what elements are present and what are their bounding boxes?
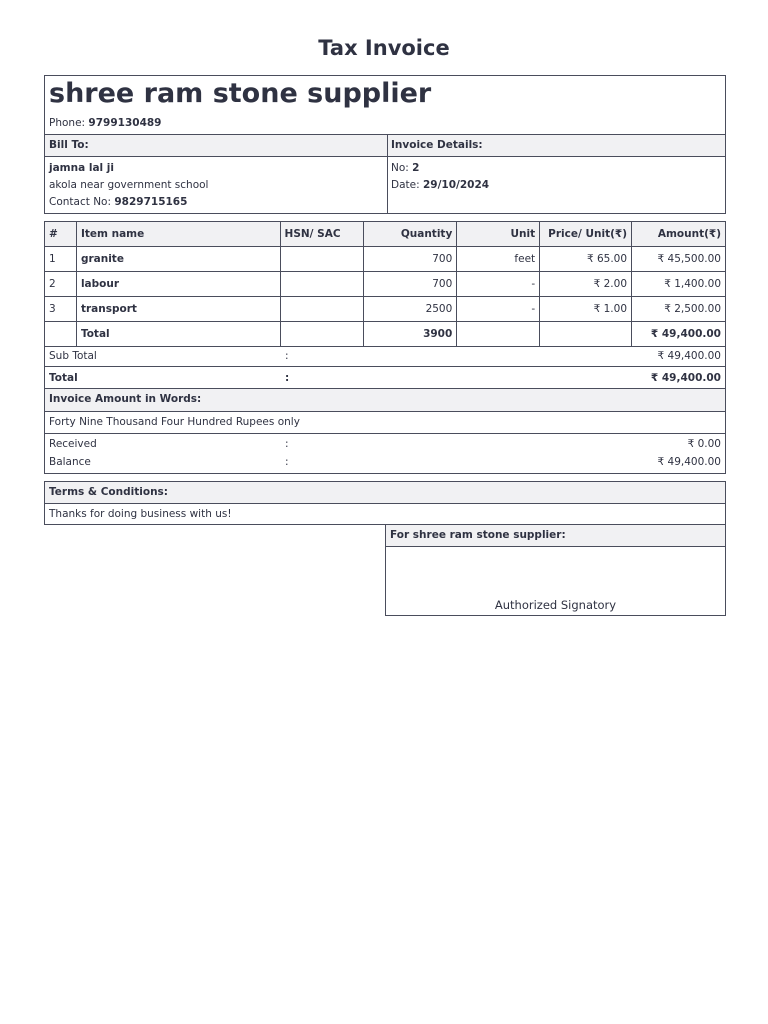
- company-header: [44, 75, 726, 135]
- invoice-date-value: 29/10/2024: [422, 179, 490, 191]
- items-table: [44, 221, 726, 347]
- cell-amount: ₹ 2,500.00: [632, 297, 726, 322]
- words-heading: Invoice Amount in Words:: [49, 393, 202, 405]
- cell-price: ₹ 1.00: [540, 297, 632, 322]
- header-cell-unit: Unit: [457, 222, 540, 247]
- phone-value: 9799130489: [88, 117, 162, 129]
- parties-section: [44, 134, 726, 214]
- phone-label: Phone:: [49, 117, 86, 129]
- cell-quantity: 700: [364, 272, 457, 297]
- sub-total-value: ₹ 49,400.00: [657, 350, 721, 362]
- cell-quantity: 700: [364, 247, 457, 272]
- received-value: ₹ 0.00: [687, 438, 721, 450]
- divider: [45, 433, 725, 434]
- cell-price: [540, 322, 632, 347]
- company-phone-line: [49, 117, 161, 129]
- received-label: Received: [49, 438, 97, 450]
- signature-heading: For shree ram stone supplier:: [386, 525, 725, 547]
- words-heading-row: [45, 389, 725, 411]
- cell-unit: -: [457, 272, 540, 297]
- cell-hsn: [280, 247, 364, 272]
- cell-unit: [457, 322, 540, 347]
- colon: :: [285, 456, 289, 468]
- header-cell-price: Price/ Unit(₹): [540, 222, 632, 247]
- colon: :: [285, 372, 290, 384]
- cell-hsn: [280, 322, 364, 347]
- bill-to-heading: Bill To:: [45, 135, 387, 157]
- cell-item: granite: [76, 247, 280, 272]
- signature-section: [385, 524, 726, 616]
- bill-to-contact: [49, 196, 187, 208]
- invoice-number: [391, 162, 419, 174]
- column-divider: [387, 135, 388, 213]
- amount-in-words: Forty Nine Thousand Four Hundred Rupees only: [49, 416, 300, 428]
- balance-label: Balance: [49, 456, 91, 468]
- cell-hsn: [280, 272, 364, 297]
- cell-unit: -: [457, 297, 540, 322]
- divider: [45, 366, 725, 367]
- page-title: Tax Invoice: [318, 36, 450, 60]
- terms-heading: Terms & Conditions:: [45, 482, 725, 504]
- bill-to-name: jamna lal ji: [49, 162, 114, 174]
- invoice-date: [391, 179, 489, 191]
- summary-section: [44, 345, 726, 474]
- cell-unit: feet: [457, 247, 540, 272]
- cell-num: [45, 322, 77, 347]
- cell-hsn: [280, 297, 364, 322]
- invoice-details-heading: Invoice Details:: [387, 135, 725, 157]
- contact-value: 9829715165: [114, 196, 188, 208]
- total-label: Total: [76, 322, 280, 347]
- cell-amount: ₹ 45,500.00: [632, 247, 726, 272]
- contact-label: Contact No:: [49, 196, 112, 208]
- colon: :: [285, 350, 289, 362]
- terms-section: [44, 481, 726, 525]
- header-cell-quantity: Quantity: [364, 222, 457, 247]
- cell-item: transport: [76, 297, 280, 322]
- summary-total-label: Total: [49, 372, 78, 384]
- authorized-signatory-label: Authorized Signatory: [494, 598, 617, 612]
- terms-text: Thanks for doing business with us!: [49, 508, 232, 520]
- total-amount: ₹ 49,400.00: [632, 322, 726, 347]
- company-name: shree ram stone supplier: [49, 78, 432, 109]
- invoice-no-label: No:: [391, 162, 409, 174]
- header-cell-amount: Amount(₹): [632, 222, 726, 247]
- cell-price: ₹ 2.00: [540, 272, 632, 297]
- divider: [45, 411, 725, 412]
- table-row: [45, 272, 726, 297]
- table-row: [45, 297, 726, 322]
- cell-num: 1: [45, 247, 77, 272]
- cell-item: labour: [76, 272, 280, 297]
- header-cell-item: Item name: [76, 222, 280, 247]
- header-cell-num: #: [45, 222, 77, 247]
- cell-num: 2: [45, 272, 77, 297]
- invoice-no-value: 2: [412, 162, 420, 174]
- sub-total-label: Sub Total: [49, 350, 97, 362]
- header-cell-hsn: HSN/ SAC: [280, 222, 364, 247]
- bill-to-address: akola near government school: [49, 179, 209, 191]
- total-quantity: 3900: [364, 322, 457, 347]
- cell-quantity: 2500: [364, 297, 457, 322]
- cell-price: ₹ 65.00: [540, 247, 632, 272]
- table-row: [45, 247, 726, 272]
- balance-value: ₹ 49,400.00: [657, 456, 721, 468]
- invoice-date-label: Date:: [391, 179, 420, 191]
- cell-amount: ₹ 1,400.00: [632, 272, 726, 297]
- table-header-row: [45, 222, 726, 247]
- colon: :: [285, 438, 289, 450]
- table-total-row: [45, 322, 726, 347]
- cell-num: 3: [45, 297, 77, 322]
- summary-total-value: ₹ 49,400.00: [650, 372, 721, 384]
